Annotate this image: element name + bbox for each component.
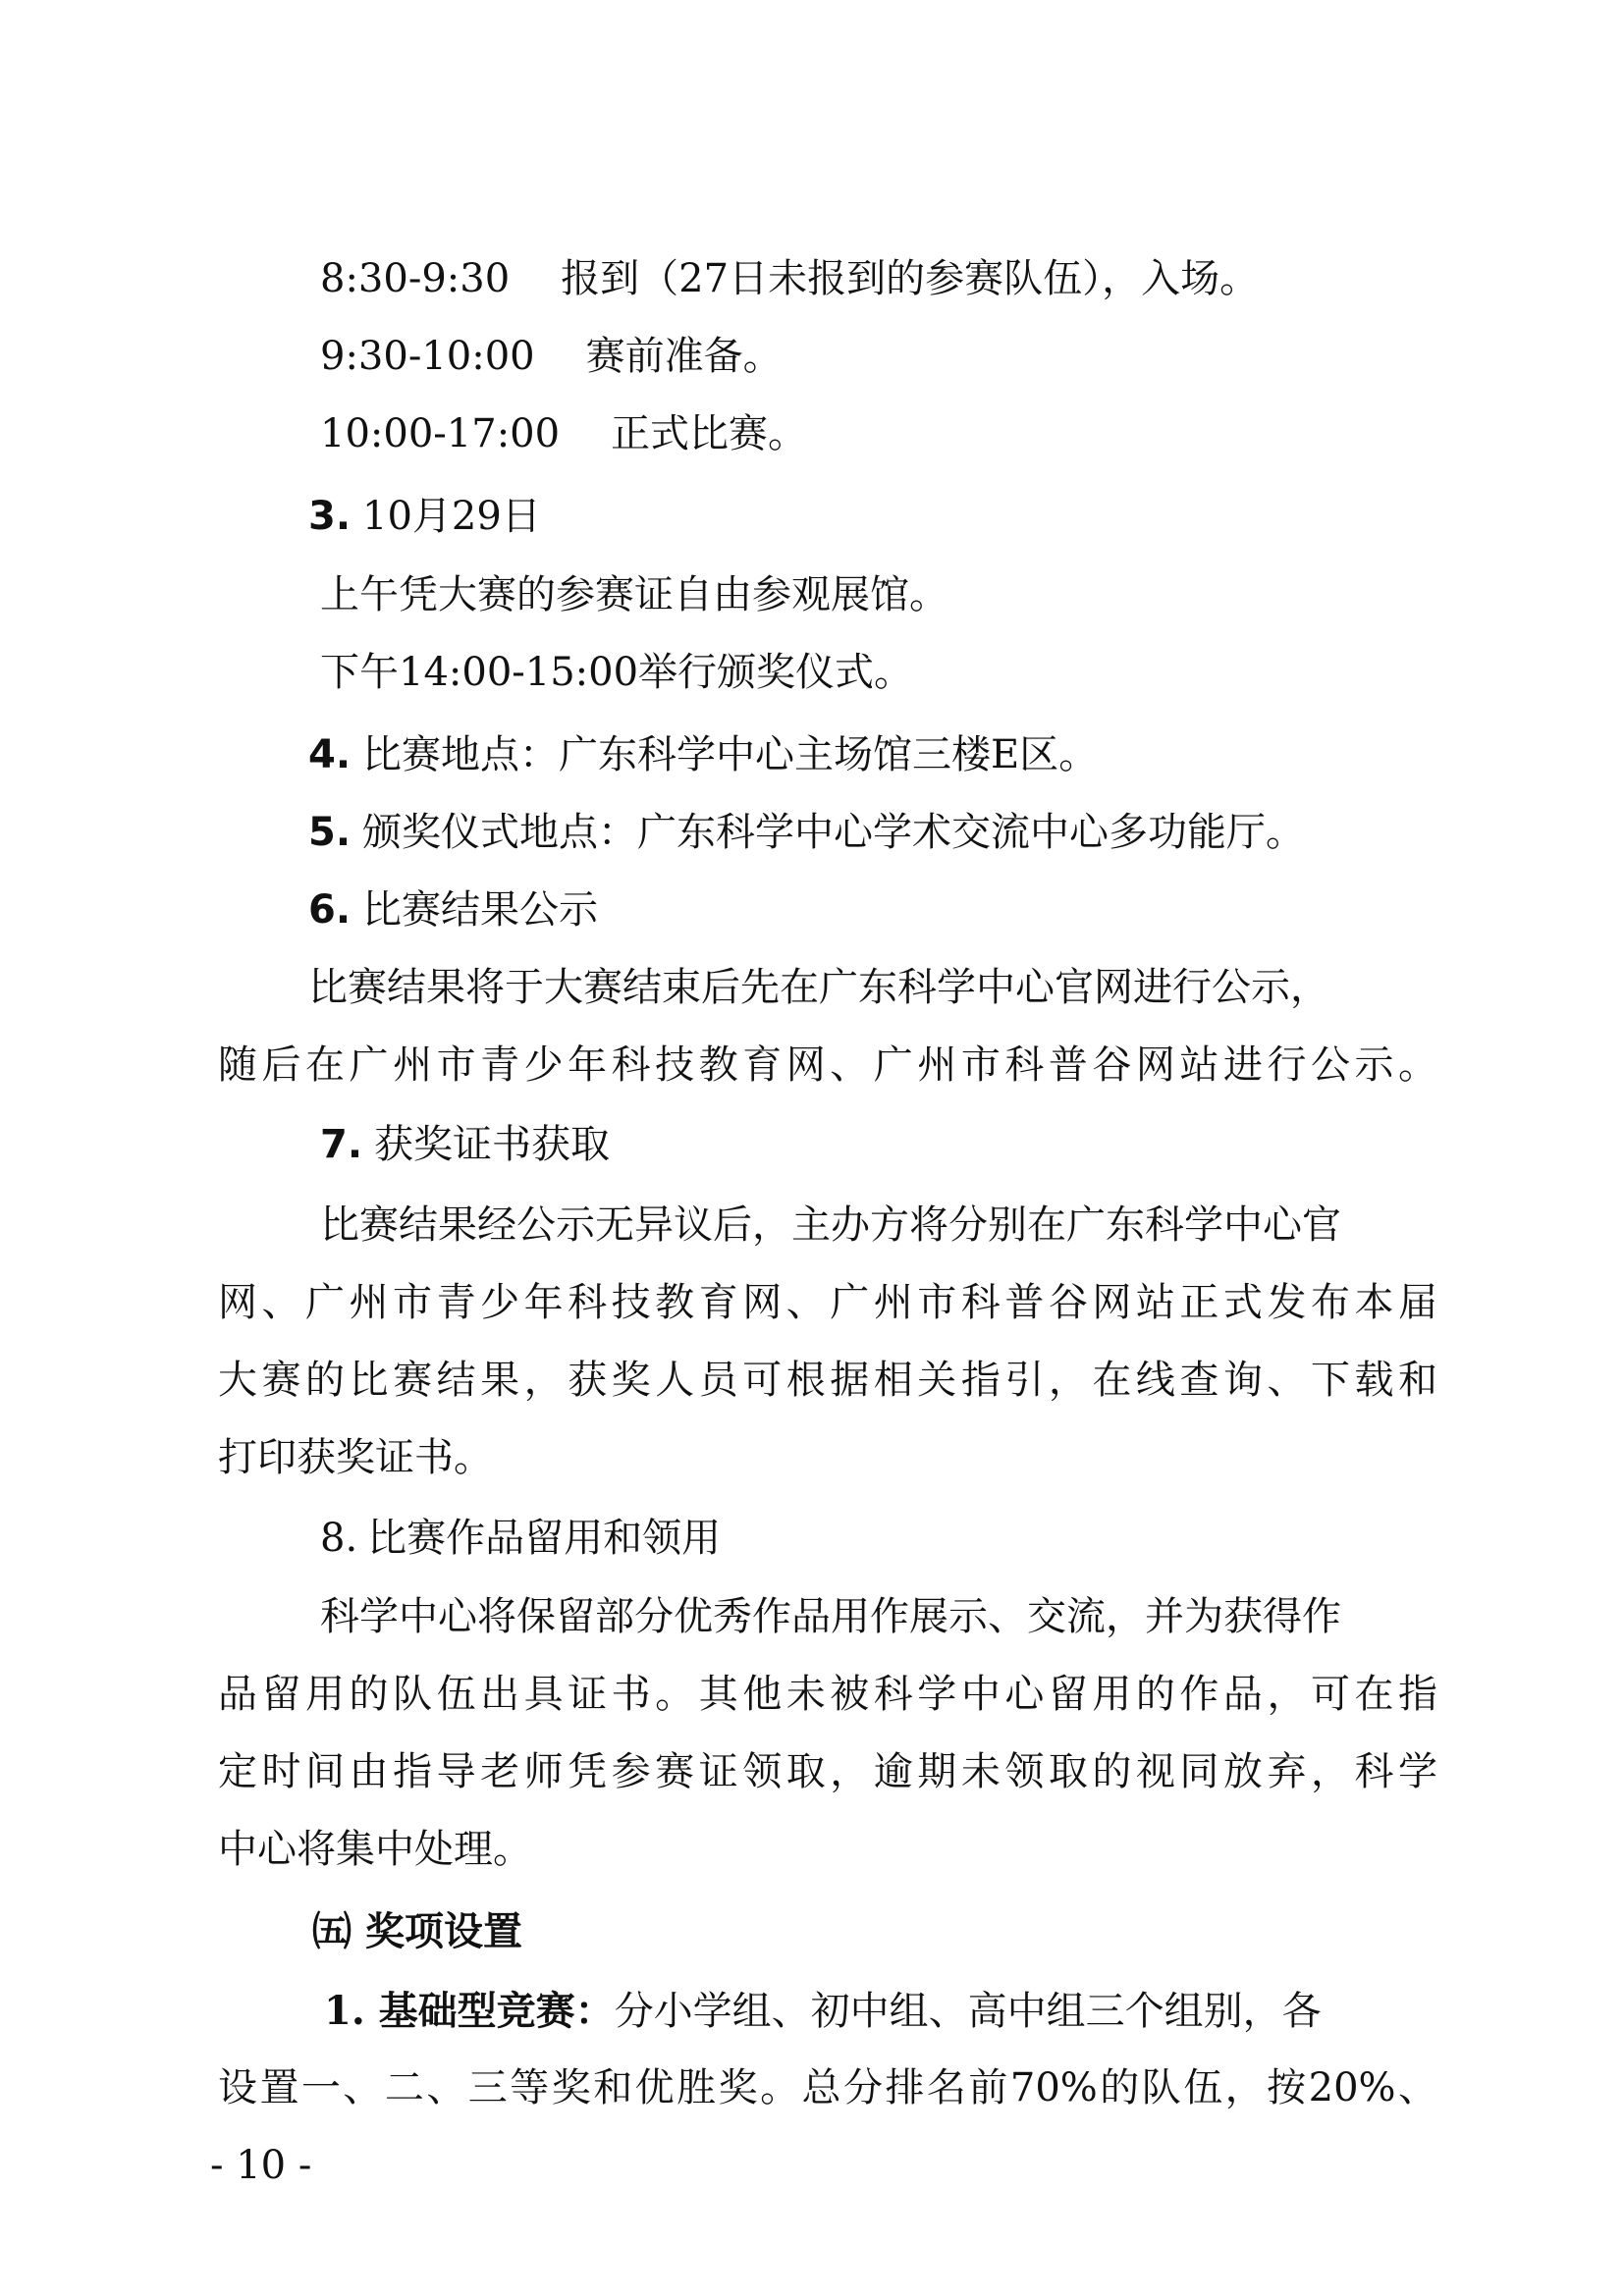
schedule-line: [320, 253, 1259, 304]
section-title: 奖项设置: [365, 1909, 522, 1954]
schedule-text: 赛前准备。: [585, 334, 783, 379]
schedule-text: 报到（27日未报到的参赛队伍），入场。: [561, 256, 1260, 301]
item-number: 8.: [320, 1516, 358, 1561]
paragraph-line: 比赛结果将于大赛结束后先在广东科学中心官网进行公示，: [308, 965, 1329, 1010]
award-text: 分小学组、初中组、高中组三个组别，各: [614, 1989, 1322, 2034]
item-title: 10月29日: [362, 494, 541, 539]
schedule-time: 8:30-9:30: [320, 256, 511, 301]
item-number: 6.: [308, 887, 352, 933]
item-5: [308, 807, 1305, 858]
item-4: [308, 729, 1098, 780]
item-8-heading: [320, 1513, 721, 1564]
item-title: 比赛结果公示: [362, 887, 599, 933]
item-7-heading: [320, 1119, 610, 1170]
item-3-line: 上午凭大赛的参赛证自由参观展馆。: [320, 572, 948, 617]
page-number: - 10 -: [210, 2143, 312, 2188]
item-number: 5.: [308, 810, 352, 855]
paragraph-line: 随后在广州市青少年科技教育网、广州市科普谷网站进行公示。: [218, 1042, 1437, 1088]
section-number: ㈤: [312, 1909, 352, 1954]
paragraph-line: 中心将集中处理。: [218, 1827, 532, 1872]
award-line: [324, 1986, 1322, 2037]
schedule-text: 正式比赛。: [611, 411, 808, 456]
section-heading: [312, 1906, 522, 1957]
item-6-heading: [308, 884, 598, 935]
item-number: 3.: [308, 494, 352, 539]
paragraph-line: 科学中心将保留部分优秀作品用作展示、交流，并为获得作: [320, 1594, 1341, 1639]
schedule-time: 9:30-10:00: [320, 334, 535, 379]
item-text: 颁奖仪式地点：广东科学中心学术交流中心多功能厅。: [362, 810, 1306, 855]
item-title: 比赛作品留用和领用: [367, 1516, 722, 1561]
item-text: 比赛地点：广东科学中心主场馆三楼E区。: [362, 732, 1099, 777]
award-lead: 1. 基础型竞赛：: [324, 1988, 615, 2034]
item-title: 获奖证书获取: [374, 1122, 611, 1167]
item-3-line: 下午14:00-15:00举行颁奖仪式。: [320, 650, 914, 695]
item-number: 4.: [308, 732, 352, 777]
paragraph-line: 设置一、二、三等奖和优胜奖。总分排名前70%的队伍，按20%、: [218, 2065, 1437, 2110]
paragraph-line: 网、广州市青少年科技教育网、广州市科普谷网站正式发布本届: [218, 1280, 1437, 1325]
paragraph-line: 定时间由指导老师凭参赛证领取，逾期未领取的视同放弃，科学: [218, 1749, 1437, 1794]
item-number: 7.: [320, 1122, 363, 1167]
paragraph-line: 大赛的比赛结果，获奖人员可根据相关指引，在线查询、下载和: [218, 1358, 1437, 1403]
paragraph-line: 比赛结果经公示无异议后，主办方将分别在广东科学中心官: [320, 1202, 1341, 1248]
schedule-line: [320, 408, 807, 459]
paragraph-line: 品留用的队伍出具证书。其他未被科学中心留用的作品，可在指: [218, 1672, 1437, 1717]
paragraph-line: 打印获奖证书。: [218, 1435, 493, 1480]
schedule-line: [320, 331, 783, 382]
item-3-heading: [308, 491, 541, 542]
schedule-time: 10:00-17:00: [320, 411, 561, 456]
